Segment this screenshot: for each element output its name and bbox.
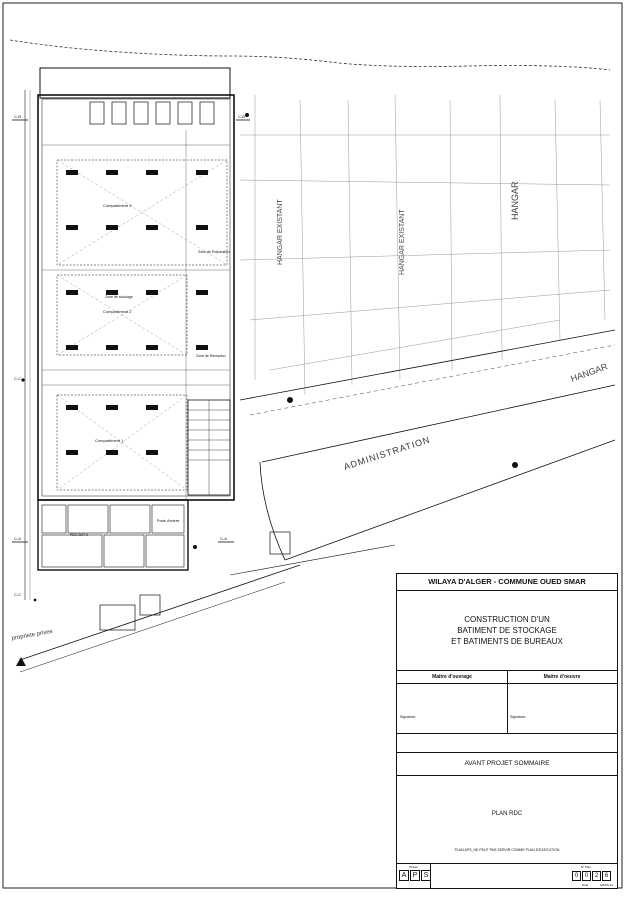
plan-number bbox=[572, 871, 611, 881]
site-boundary-top bbox=[10, 40, 610, 70]
plan-digit: 2 bbox=[592, 871, 601, 881]
phase-letter: S bbox=[421, 870, 431, 881]
project-title bbox=[397, 590, 617, 644]
plan-note: PLAN APS_NE PEUT PAS SERVIR COMME PLAN D'EXECUTION bbox=[454, 848, 560, 852]
parties-section bbox=[397, 670, 617, 734]
site-symbols bbox=[21, 113, 518, 601]
phase-letter: P bbox=[410, 870, 420, 881]
plan-digit: 6 bbox=[602, 871, 611, 881]
contractor-signature-label: Signature: bbox=[510, 715, 526, 719]
storage-building bbox=[38, 68, 234, 570]
date-label: Date bbox=[582, 883, 589, 887]
phase-letter: A bbox=[399, 870, 409, 881]
owner-label: Maitre d'ouvrage bbox=[397, 671, 507, 684]
phase-letters bbox=[399, 870, 431, 881]
svg-text:C-A: C-A bbox=[220, 536, 227, 541]
owner-signature-label: Signature: bbox=[400, 715, 416, 719]
hangar-label-4: HANGAR bbox=[569, 361, 609, 384]
phase-box bbox=[397, 864, 431, 888]
rdc-label: RDC BAT A bbox=[70, 533, 89, 537]
compartiment-2-label: Compartiment 2 bbox=[103, 309, 132, 314]
svg-text:C-B: C-B bbox=[14, 114, 21, 119]
plan-digit: 0 bbox=[582, 871, 591, 881]
administration-label: ADMINISTRATION bbox=[342, 434, 432, 472]
zone-stockage-label: Zone de stockage bbox=[105, 295, 133, 299]
hangar-label-3: HANGAR bbox=[510, 181, 520, 220]
title-block bbox=[396, 573, 618, 889]
propriete-privee-label: propriete privee bbox=[11, 628, 54, 642]
svg-text:C-C: C-C bbox=[14, 592, 22, 597]
compartiment-1-label: Compartiment 1 bbox=[95, 438, 124, 443]
hangar-existant-label-1: HANGAR EXISTANT bbox=[277, 199, 284, 265]
title-block-footer bbox=[397, 863, 617, 888]
hangar-grid bbox=[240, 95, 610, 395]
zone-preparation-label: Zone de Préparation bbox=[198, 250, 230, 254]
zone-reception-label: Zone de Réception bbox=[196, 354, 226, 358]
owner-column bbox=[397, 671, 508, 733]
plan-number-label: N° Plan bbox=[580, 865, 591, 869]
poste-garde-label: Poste d'entrée bbox=[157, 519, 180, 523]
project-title-line-1: CONSTRUCTION D'UN bbox=[464, 615, 550, 624]
plan-name: PLAN RDC bbox=[491, 811, 523, 817]
contractor-column bbox=[507, 671, 617, 733]
project-title-line-3: ET BATIMENTS DE BUREAUX bbox=[451, 637, 563, 646]
phase-name: AVANT PROJET SOMMAIRE bbox=[397, 752, 617, 776]
contractor-label: Maitre d'oeuvre bbox=[507, 671, 617, 684]
hangar-existant-label-2: HANGAR EXISTANT bbox=[399, 209, 406, 275]
svg-text:C-B: C-B bbox=[238, 114, 245, 119]
project-title-line-2: BATIMENT DE STOCKAGE bbox=[457, 626, 557, 635]
title-block-header: WILAYA D'ALGER - COMMUNE OUED SMAR bbox=[397, 574, 617, 591]
phase-label: Phase bbox=[409, 865, 418, 869]
svg-text:C-C: C-C bbox=[14, 376, 22, 381]
plan-digit: 0 bbox=[572, 871, 581, 881]
date-value: MARS 22 bbox=[600, 883, 613, 887]
svg-text:C-A: C-A bbox=[14, 536, 21, 541]
compartiment-3-label: Compartiment 3 bbox=[103, 203, 132, 208]
